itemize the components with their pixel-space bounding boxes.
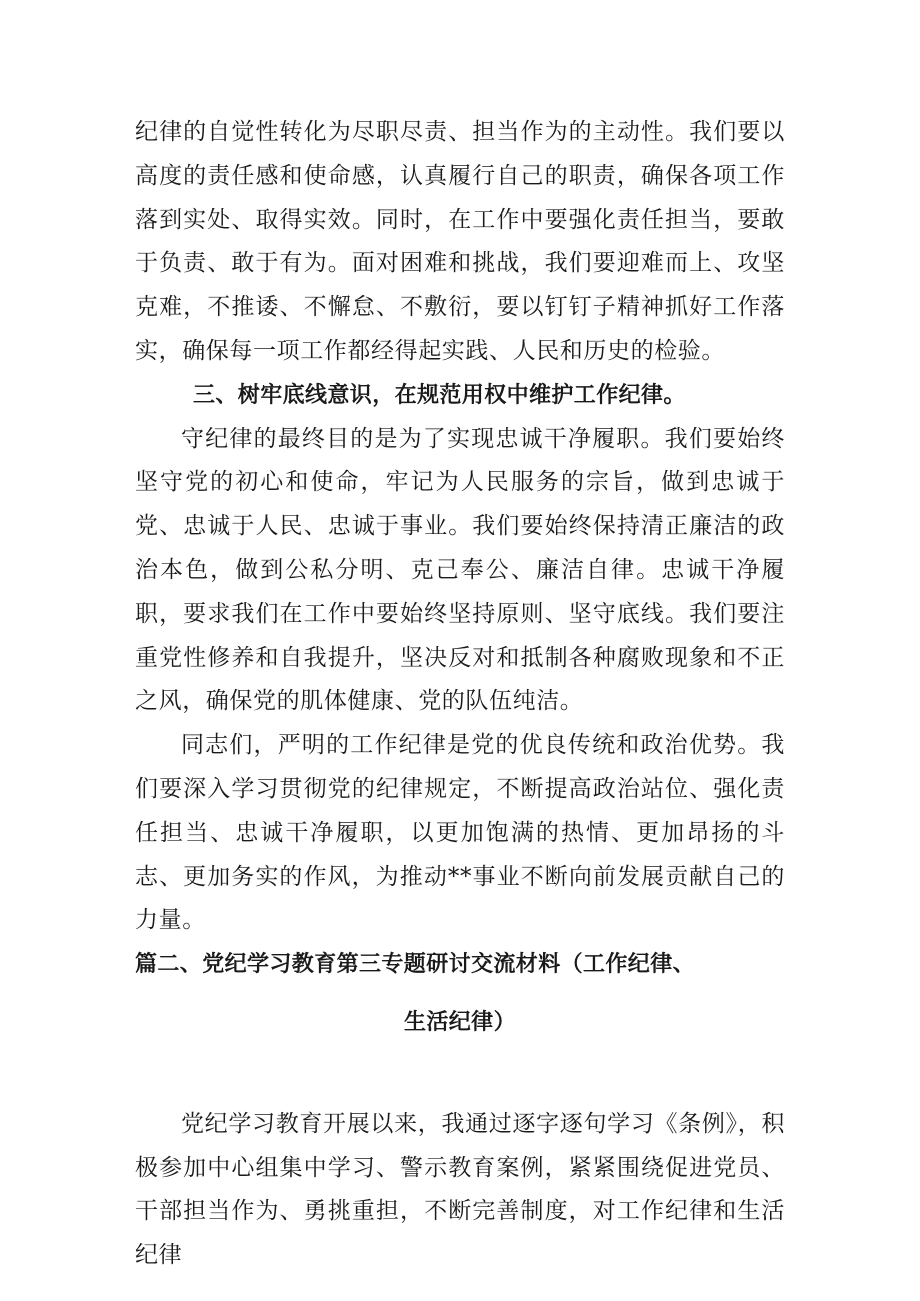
- body-paragraph: 党纪学习教育开展以来，我通过逐字逐句学习《条例》，积极参加中心组集中学习、警示教育案例，紧紧围绕促进党员、干部担当作为、勇挑重担，不断完善制度，对工作纪律和生活纪律: [135, 1110, 785, 1269]
- section-heading: 三、树牢底线意识，在规范用权中维护工作纪律。: [193, 382, 686, 408]
- body-paragraph: 同志们，严明的工作纪律是党的优良传统和政治优势。我们要深入学习贯彻党的纪律规定，不断提高政治站位、强化责任担当、忠诚干净履职，以更加饱满的热情、更加昂扬的斗志、更加务实的作风，为推动**事业不断向前发展贡献自己的力量。: [135, 732, 785, 934]
- article-title-line-2: 生活纪律）: [403, 1009, 516, 1035]
- document-body: [135, 111, 785, 1278]
- body-paragraph: 守纪律的最终目的是为了实现忠诚干净履职。我们要始终坚守党的初心和使命，牢记为人民服务的宗旨，做到忠诚于党、忠诚于人民、忠诚于事业。我们要始终保持清正廉洁的政治本色，做到公私分明、克己奉公、廉洁自律。忠诚干净履职，要求我们在工作中要始终坚持原则、坚守底线。我们要注重党性修养和自我提升，坚决反对和抵制各种腐败现象和不正之风，确保党的肌体健康、党的队伍纯洁。: [135, 425, 785, 715]
- article-title-line-1: 篇二、党纪学习教育第三专题研讨交流材料（工作纪律、: [135, 952, 696, 978]
- body-paragraph: 纪律的自觉性转化为尽职尽责、担当作为的主动性。我们要以高度的责任感和使命感，认真履行自己的职责，确保各项工作落到实处、取得实效。同时，在工作中要强化责任担当，要敢于负责、敢于有为。面对困难和挑战，我们要迎难而上、攻坚克难，不推诿、不懈怠、不敷衍，要以钉钉子精神抓好工作落实，确保每一项工作都经得起实践、人民和历史的检验。: [135, 119, 785, 364]
